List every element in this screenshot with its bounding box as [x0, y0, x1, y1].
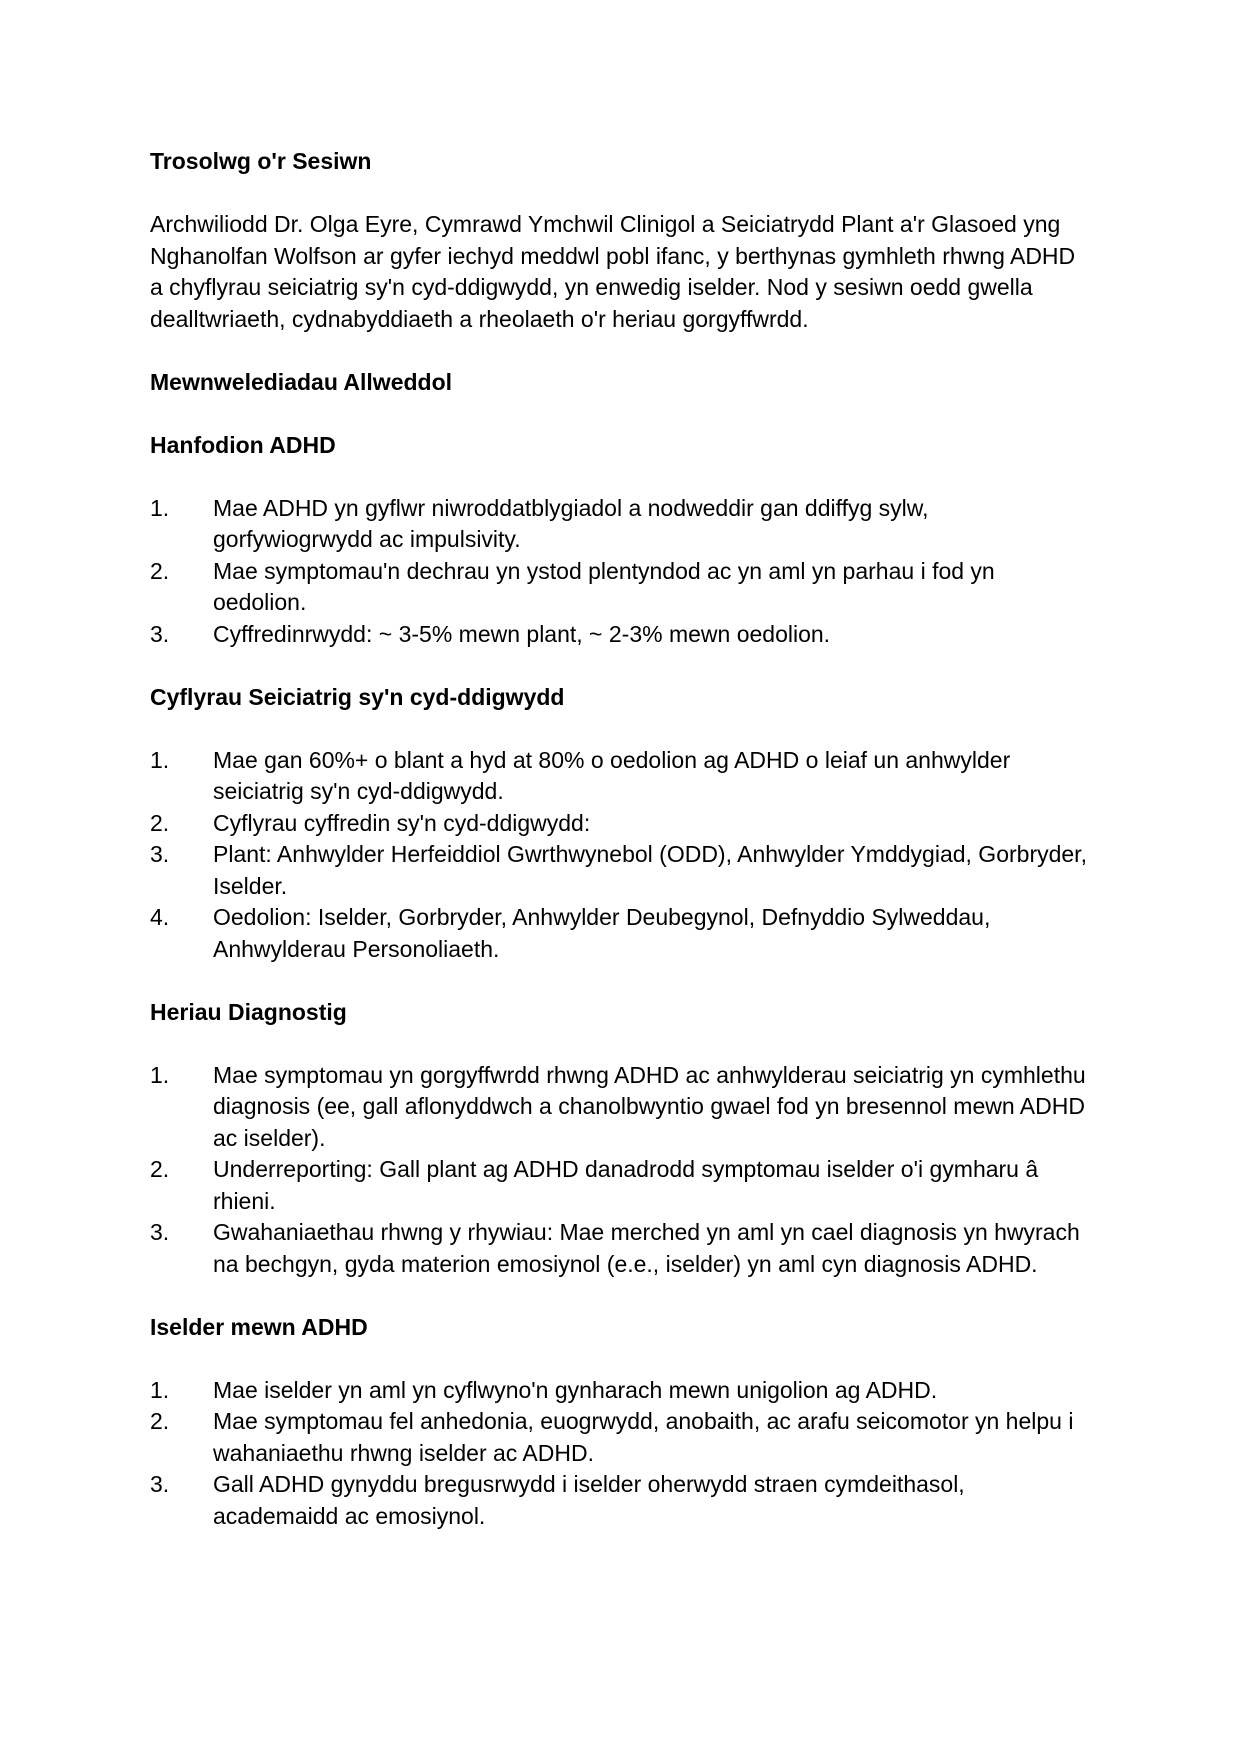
- list-item: [150, 493, 1091, 556]
- list-cyflyrau-seiciatrig: [150, 745, 1091, 966]
- list-marker: 1.: [150, 746, 170, 773]
- list-iselder-mewn-adhd: [150, 1375, 1091, 1533]
- list-marker: 2.: [150, 1156, 170, 1182]
- list-item-text: Cyflyrau cyffredin sy'n cyd-ddigwydd:: [213, 809, 591, 836]
- document-content: [150, 146, 1091, 1564]
- list-item-text: Mae symptomau yn gorgyffwrdd rhwng ADHD ac anhwylderau seiciatrig yn cymhlethu diagnosis (ee, gall aflonyddwch a chanolbwyntio gwael fod yn bresennol mewn ADHD ac iselder).: [213, 1061, 1086, 1151]
- list-marker: 3.: [150, 1219, 170, 1245]
- list-item: [150, 1375, 1091, 1407]
- section-heading-heriau-diagnostig: Heriau Diagnostig: [150, 998, 347, 1025]
- list-item-text: Mae symptomau fel anhedonia, euogrwydd, anobaith, ac arafu seicomotor yn helpu i wahaniaethu rhwng iselder ac ADHD.: [213, 1408, 1074, 1466]
- list-item: [150, 619, 1091, 651]
- list-marker: 2.: [150, 1408, 170, 1434]
- list-item-text: Underreporting: Gall plant ag ADHD danadrodd symptomau iselder o'i gymharu â rhieni.: [213, 1156, 1039, 1214]
- list-item-text: Oedolion: Iselder, Gorbryder, Anhwylder Deubegynol, Defnyddio Sylweddau, Anhwylderau Personoliaeth.: [213, 904, 991, 962]
- list-marker: 3.: [150, 1471, 170, 1497]
- list-marker: 1.: [150, 1376, 170, 1403]
- list-marker: 1.: [150, 494, 170, 521]
- list-item-text: Mae gan 60%+ o blant a hyd at 80% o oedolion ag ADHD o leiaf un anhwylder seiciatrig sy'n cyd-ddigwydd.: [213, 746, 1011, 804]
- section-heading-hanfodion-adhd: Hanfodion ADHD: [150, 431, 336, 458]
- list-item: [150, 1060, 1091, 1155]
- section-heading-cyflyrau-seiciatrig: Cyflyrau Seiciatrig sy'n cyd-ddigwydd: [150, 683, 565, 710]
- list-marker: 1.: [150, 1061, 170, 1088]
- intro-paragraph: Archwiliodd Dr. Olga Eyre, Cymrawd Ymchwil Clinigol a Seiciatrydd Plant a'r Glasoed yng Nghanolfan Wolfson ar gyfer iechyd meddwl pobl ifanc, y berthynas gymhleth rhwng ADHD a chyflyrau seiciatrig sy'n cyd-ddigwydd, yn enwedig iselder. Nod y sesiwn oedd gwella dealltwriaeth, cydnabyddiaeth a rheolaeth o'r heriau gorgyffwrdd.: [150, 211, 1076, 332]
- list-item-text: Mae symptomau'n dechrau yn ystod plentyndod ac yn aml yn parhau i fod yn oedolion.: [213, 557, 995, 615]
- list-item: [150, 1406, 1091, 1469]
- document-title: Trosolwg o'r Sesiwn: [150, 148, 372, 174]
- list-item: [150, 902, 1091, 965]
- list-heriau-diagnostig: [150, 1060, 1091, 1281]
- list-marker: 2.: [150, 557, 170, 584]
- list-hanfodion-adhd: [150, 493, 1091, 651]
- list-item-text: Gall ADHD gynyddu bregusrwydd i iselder oherwydd straen cymdeithasol, academaidd ac emosiynol.: [213, 1471, 965, 1529]
- list-item: [150, 556, 1091, 619]
- key-insights-heading: Mewnwelediadau Allweddol: [150, 368, 453, 395]
- list-item: [150, 1469, 1091, 1532]
- list-item: [150, 1217, 1091, 1280]
- list-marker: 2.: [150, 809, 170, 836]
- list-marker: 4.: [150, 904, 170, 930]
- list-item: [150, 839, 1091, 902]
- list-marker: 3.: [150, 620, 170, 647]
- list-item: [150, 1154, 1091, 1217]
- list-item-text: Mae iselder yn aml yn cyflwyno'n gynharach mewn unigolion ag ADHD.: [213, 1376, 938, 1403]
- list-item-text: Plant: Anhwylder Herfeiddiol Gwrthwynebol (ODD), Anhwylder Ymddygiad, Gorbryder, Iselder.: [213, 841, 1087, 899]
- list-item-text: Mae ADHD yn gyflwr niwroddatblygiadol a nodweddir gan ddiffyg sylw, gorfywiogrwydd ac impulsivity.: [213, 494, 929, 552]
- list-item: [150, 745, 1091, 808]
- list-marker: 3.: [150, 841, 170, 867]
- section-heading-iselder-mewn-adhd: Iselder mewn ADHD: [150, 1313, 368, 1340]
- list-item-text: Cyffredinrwydd: ~ 3-5% mewn plant, ~ 2-3% mewn oedolion.: [213, 620, 831, 647]
- list-item-text: Gwahaniaethau rhwng y rhywiau: Mae merched yn aml yn cael diagnosis yn hwyrach na bechgyn, gyda materion emosiynol (e.e., iselder) yn aml cyn diagnosis ADHD.: [213, 1219, 1080, 1277]
- list-item: [150, 808, 1091, 840]
